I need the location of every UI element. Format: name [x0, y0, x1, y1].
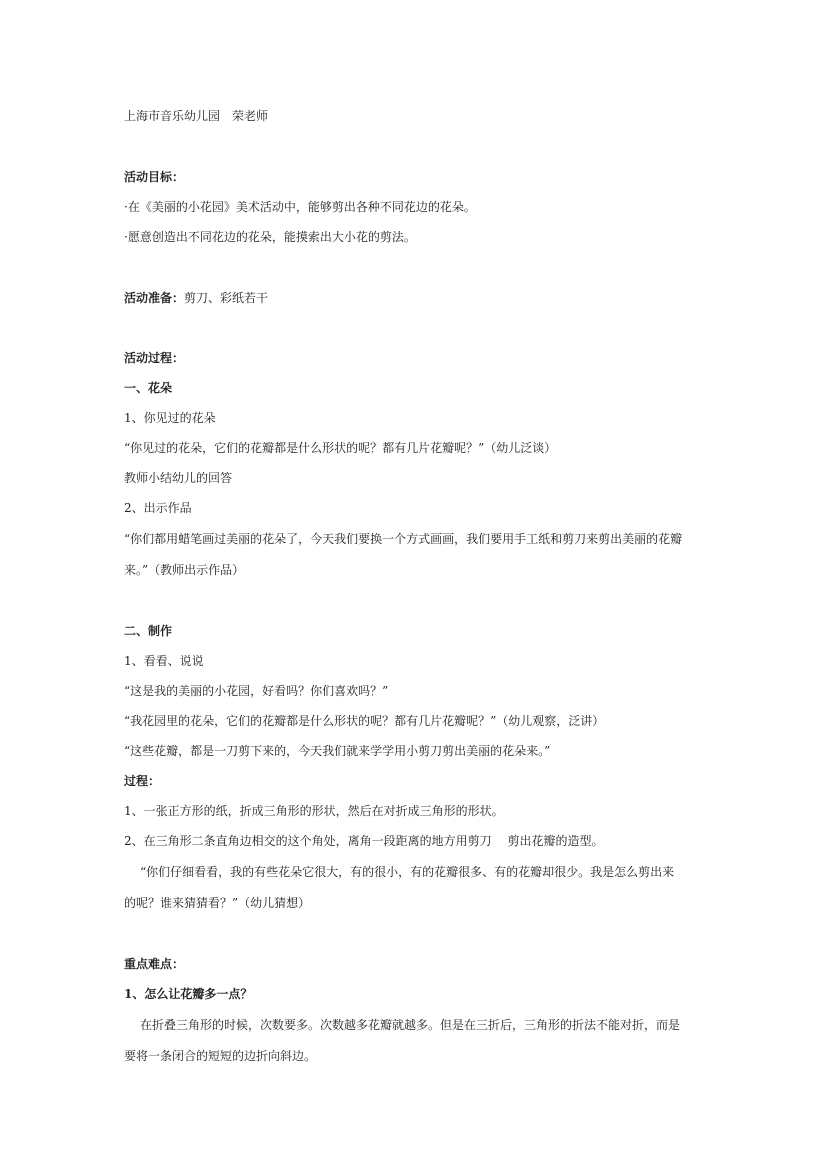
- process-heading: 活动过程：: [124, 351, 185, 365]
- preparation-heading: 活动准备：: [124, 291, 185, 305]
- part2-title: 二、制作: [124, 624, 173, 638]
- part2-step-item-1: 1、一张正方形的纸，折成三角形的形状，然后在对折成三角形的形状。: [124, 804, 504, 818]
- author-line: 上海市音乐幼儿园 荣老师: [124, 109, 269, 123]
- part1-quote1: “你见过的花朵，它们的花瓣都是什么形状的呢？都有几片花瓣呢？”（幼儿泛谈）: [124, 441, 557, 455]
- key-points-heading: 重点难点：: [124, 957, 185, 971]
- part2-quote4-line1: “你们仔细看看，我的有些花朵它很大，有的很小，有的花瓣很多、有的花瓣却很少。我是怎么剪出来: [140, 865, 675, 879]
- goal-item-2: ·愿意创造出不同花边的花朵，能摸索出大小花的剪法。: [124, 230, 416, 244]
- goals-heading: 活动目标：: [124, 170, 185, 184]
- part2-step-item-2: 2、在三角形二条直角边相交的这个角处，离角一段距离的地方用剪刀 剪出花瓣的造型。: [124, 834, 604, 848]
- preparation-text: 剪刀、彩纸若干: [184, 291, 269, 305]
- key-points-answer-line2: 要将一条闭合的短短的边折向斜边。: [124, 1049, 317, 1063]
- part2-steps-heading: 过程：: [124, 774, 161, 788]
- part2-quote4-line2: 的呢？谁来猜猜看？”（幼儿猜想）: [124, 896, 311, 910]
- goal-item-1: ·在《美丽的小花园》美术活动中，能够剪出各种不同花边的花朵。: [124, 200, 476, 214]
- part1-summary: 教师小结幼儿的回答: [124, 471, 233, 485]
- part1-step1: 1、你见过的花朵: [124, 411, 216, 425]
- key-points-answer-line1: 在折叠三角形的时候，次数要多。次数越多花瓣就越多。但是在三折后，三角形的折法不能对折，而是: [140, 1018, 681, 1032]
- part2-quote2: “我花园里的花朵，它们的花瓣都是什么形状的呢？都有几片花瓣呢？”（幼儿观察，泛讲）: [124, 714, 605, 728]
- part2-step1: 1、看看、说说: [124, 654, 204, 668]
- preparation-line: [124, 290, 268, 306]
- part1-quote2-line2: 来。”（教师出示作品）: [124, 563, 245, 577]
- part2-quote3: “这些花瓣，都是一刀剪下来的，今天我们就来学学用小剪刀剪出美丽的花朵来。”: [124, 744, 551, 758]
- key-points-question-1: 1、怎么让花瓣多一点？: [124, 987, 253, 1001]
- part1-step2: 2、出示作品: [124, 501, 192, 515]
- part1-quote2-line1: “你们都用蜡笔画过美丽的花朵了，今天我们要换一个方式画画，我们要用手工纸和剪刀来剪出美丽的花瓣: [124, 532, 683, 546]
- part2-quote1: “这是我的美丽的小花园，好看吗？你们喜欢吗？”: [124, 684, 389, 698]
- part1-title: 一、花朵: [124, 381, 173, 395]
